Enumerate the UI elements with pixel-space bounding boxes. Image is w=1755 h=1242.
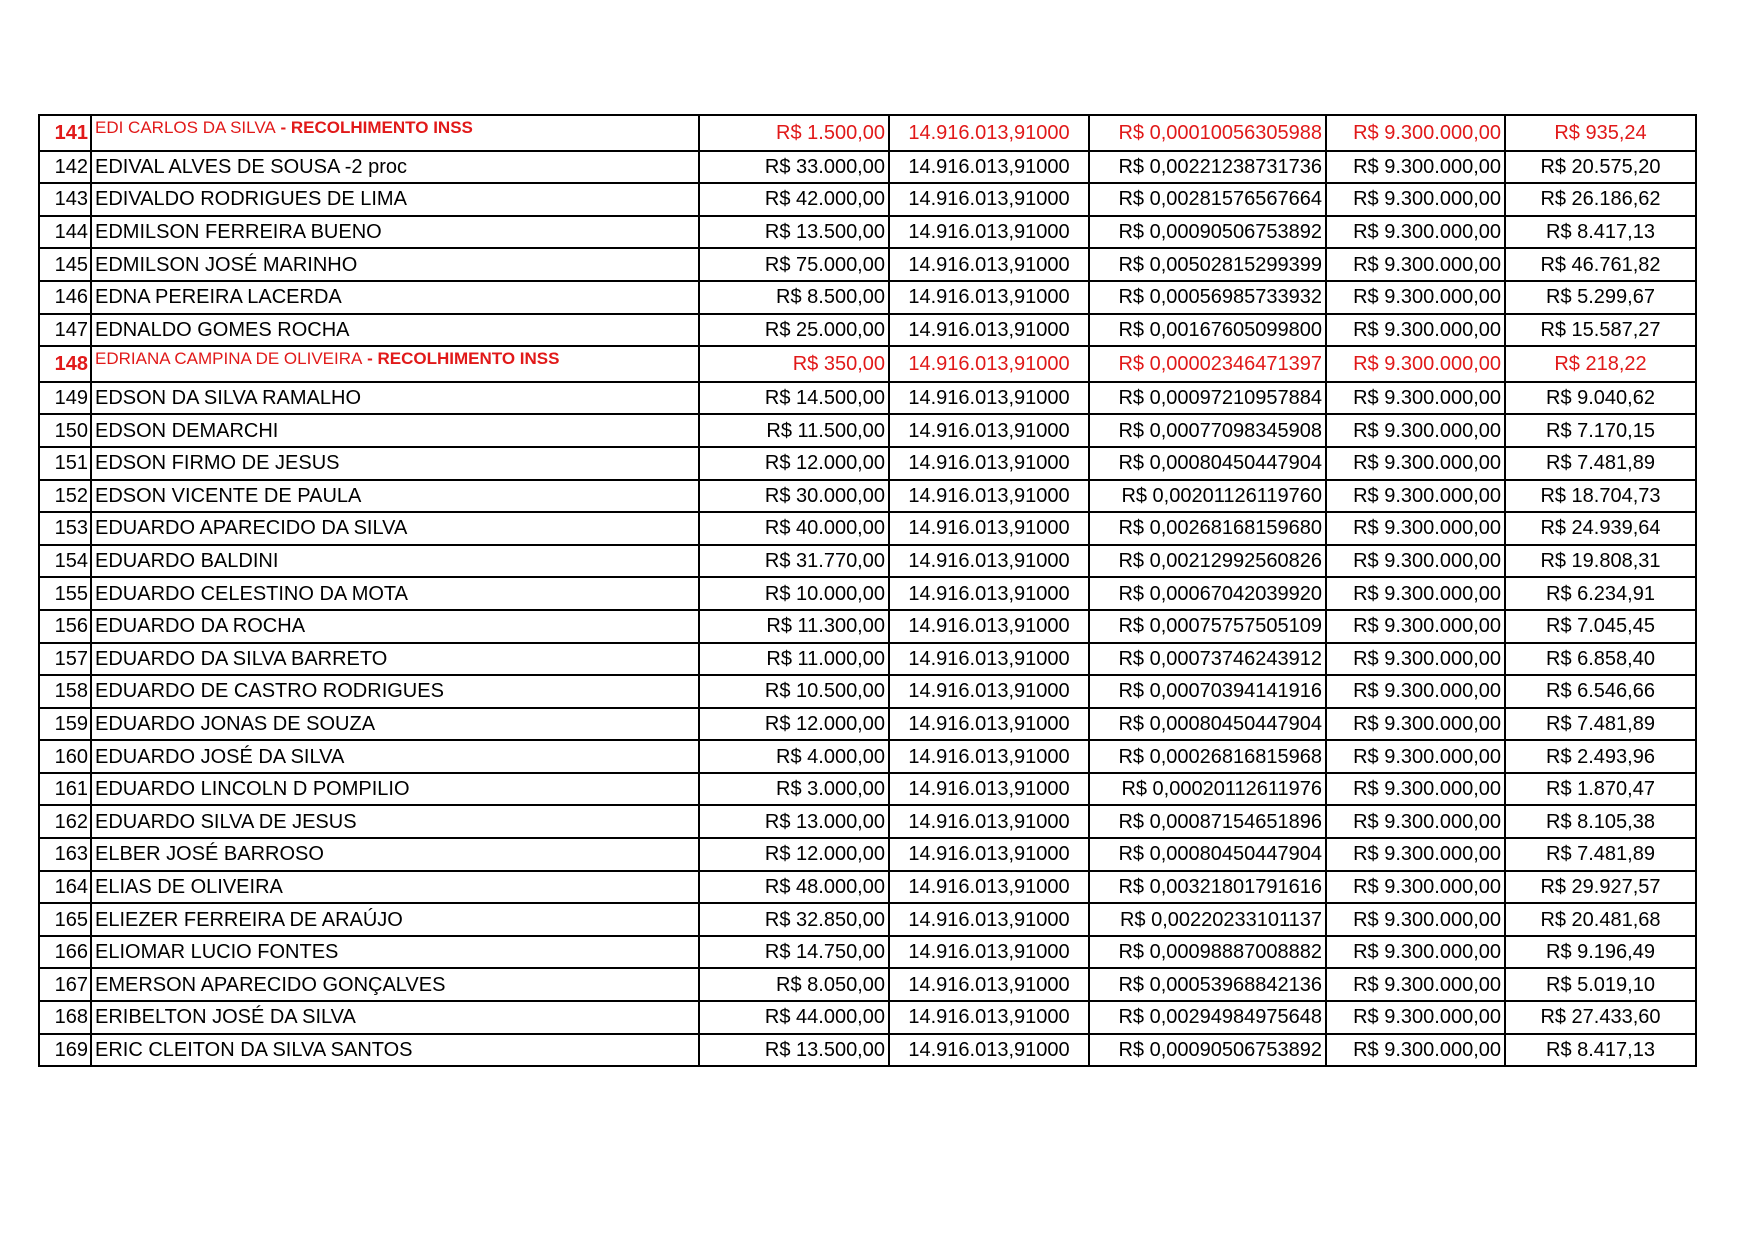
creditor-name: EDNA PEREIRA LACERDA bbox=[95, 286, 342, 309]
creditor-name: EDUARDO DA SILVA BARRETO bbox=[95, 647, 388, 670]
available-total-cell: R$ 9.300.000,00 bbox=[1326, 216, 1505, 249]
creditor-name: EDUARDO DA ROCHA bbox=[95, 615, 306, 638]
credit-value-cell: R$ 14.750,00 bbox=[699, 936, 889, 969]
table-row bbox=[39, 480, 1696, 513]
table-row bbox=[39, 281, 1696, 314]
credit-value-cell: R$ 11.000,00 bbox=[699, 643, 889, 676]
fraction-cell: R$ 0,00067042039920 bbox=[1089, 577, 1326, 610]
table-row bbox=[39, 447, 1696, 480]
credit-value-cell: R$ 11.500,00 bbox=[699, 414, 889, 447]
payment-cell: R$ 6.546,66 bbox=[1505, 675, 1696, 708]
table-row bbox=[39, 414, 1696, 447]
shares-total-cell: 14.916.013,91000 bbox=[889, 216, 1089, 249]
creditor-name-cell bbox=[91, 675, 699, 708]
creditor-name-cell bbox=[91, 115, 699, 151]
available-total-cell: R$ 9.300.000,00 bbox=[1326, 805, 1505, 838]
payment-cell: R$ 27.433,60 bbox=[1505, 1001, 1696, 1034]
credit-value-cell: R$ 48.000,00 bbox=[699, 871, 889, 904]
credit-value-cell: R$ 4.000,00 bbox=[699, 740, 889, 773]
credit-value-cell: R$ 13.500,00 bbox=[699, 216, 889, 249]
creditor-name-cell bbox=[91, 1001, 699, 1034]
creditor-name: EDMILSON JOSÉ MARINHO bbox=[95, 253, 358, 276]
available-total-cell: R$ 9.300.000,00 bbox=[1326, 346, 1505, 382]
fraction-cell: R$ 0,00077098345908 bbox=[1089, 414, 1326, 447]
shares-total-cell: 14.916.013,91000 bbox=[889, 346, 1089, 382]
creditor-name-cell bbox=[91, 216, 699, 249]
payment-cell: R$ 7.045,45 bbox=[1505, 610, 1696, 643]
shares-total-cell: 14.916.013,91000 bbox=[889, 773, 1089, 806]
row-number-cell: 169 bbox=[39, 1034, 91, 1067]
creditor-table-body bbox=[39, 115, 1696, 1066]
fraction-cell: R$ 0,00090506753892 bbox=[1089, 1034, 1326, 1067]
table-row bbox=[39, 545, 1696, 578]
available-total-cell: R$ 9.300.000,00 bbox=[1326, 577, 1505, 610]
fraction-cell: R$ 0,00090506753892 bbox=[1089, 216, 1326, 249]
credit-value-cell: R$ 12.000,00 bbox=[699, 708, 889, 741]
row-number-cell: 155 bbox=[39, 577, 91, 610]
creditor-name-cell bbox=[91, 512, 699, 545]
credit-value-cell: R$ 31.770,00 bbox=[699, 545, 889, 578]
table-row bbox=[39, 1001, 1696, 1034]
shares-total-cell: 14.916.013,91000 bbox=[889, 545, 1089, 578]
fraction-cell: R$ 0,00073746243912 bbox=[1089, 643, 1326, 676]
row-number-cell: 145 bbox=[39, 248, 91, 281]
inss-note: - RECOLHIMENTO INSS bbox=[362, 349, 560, 369]
creditor-name-cell bbox=[91, 936, 699, 969]
creditor-name: ELIEZER FERREIRA DE ARAÚJO bbox=[95, 908, 403, 931]
payment-cell: R$ 15.587,27 bbox=[1505, 314, 1696, 347]
creditor-name-cell bbox=[91, 871, 699, 904]
payment-cell: R$ 5.019,10 bbox=[1505, 968, 1696, 1001]
shares-total-cell: 14.916.013,91000 bbox=[889, 115, 1089, 151]
row-number-cell: 153 bbox=[39, 512, 91, 545]
creditor-name: ERIC CLEITON DA SILVA SANTOS bbox=[95, 1038, 413, 1061]
available-total-cell: R$ 9.300.000,00 bbox=[1326, 545, 1505, 578]
payment-cell: R$ 8.417,13 bbox=[1505, 1034, 1696, 1067]
shares-total-cell: 14.916.013,91000 bbox=[889, 903, 1089, 936]
creditor-name-cell bbox=[91, 382, 699, 415]
row-number-cell: 165 bbox=[39, 903, 91, 936]
creditor-name: EDUARDO SILVA DE JESUS bbox=[95, 810, 357, 833]
table-row bbox=[39, 314, 1696, 347]
table-row bbox=[39, 346, 1696, 382]
row-number-cell: 164 bbox=[39, 871, 91, 904]
table-row bbox=[39, 248, 1696, 281]
creditor-name: EDUARDO BALDINI bbox=[95, 550, 279, 573]
table-row bbox=[39, 1034, 1696, 1067]
table-row bbox=[39, 675, 1696, 708]
available-total-cell: R$ 9.300.000,00 bbox=[1326, 512, 1505, 545]
inss-note: - RECOLHIMENTO INSS bbox=[275, 118, 473, 137]
fraction-cell: R$ 0,00070394141916 bbox=[1089, 675, 1326, 708]
creditor-name-cell bbox=[91, 1034, 699, 1067]
fraction-cell: R$ 0,00502815299399 bbox=[1089, 248, 1326, 281]
row-number-cell: 146 bbox=[39, 281, 91, 314]
available-total-cell: R$ 9.300.000,00 bbox=[1326, 773, 1505, 806]
row-number-cell: 157 bbox=[39, 643, 91, 676]
credit-value-cell: R$ 3.000,00 bbox=[699, 773, 889, 806]
shares-total-cell: 14.916.013,91000 bbox=[889, 414, 1089, 447]
fraction-cell: R$ 0,00220233101137 bbox=[1089, 903, 1326, 936]
creditor-name: ELBER JOSÉ BARROSO bbox=[95, 843, 324, 866]
table-row bbox=[39, 708, 1696, 741]
shares-total-cell: 14.916.013,91000 bbox=[889, 643, 1089, 676]
creditor-name-cell bbox=[91, 740, 699, 773]
available-total-cell: R$ 9.300.000,00 bbox=[1326, 414, 1505, 447]
row-number-cell: 149 bbox=[39, 382, 91, 415]
credit-value-cell: R$ 42.000,00 bbox=[699, 183, 889, 216]
table-row bbox=[39, 643, 1696, 676]
creditor-name: EDUARDO APARECIDO DA SILVA bbox=[95, 517, 408, 540]
shares-total-cell: 14.916.013,91000 bbox=[889, 151, 1089, 184]
row-number-cell: 160 bbox=[39, 740, 91, 773]
creditor-name: EDUARDO LINCOLN D POMPILIO bbox=[95, 778, 410, 801]
available-total-cell: R$ 9.300.000,00 bbox=[1326, 480, 1505, 513]
payment-cell: R$ 5.299,67 bbox=[1505, 281, 1696, 314]
creditor-name-cell bbox=[91, 903, 699, 936]
row-number-cell: 162 bbox=[39, 805, 91, 838]
available-total-cell: R$ 9.300.000,00 bbox=[1326, 871, 1505, 904]
row-number-cell: 152 bbox=[39, 480, 91, 513]
fraction-cell: R$ 0,00080450447904 bbox=[1089, 838, 1326, 871]
payment-cell: R$ 24.939,64 bbox=[1505, 512, 1696, 545]
shares-total-cell: 14.916.013,91000 bbox=[889, 675, 1089, 708]
payment-cell: R$ 7.481,89 bbox=[1505, 838, 1696, 871]
shares-total-cell: 14.916.013,91000 bbox=[889, 314, 1089, 347]
payment-cell: R$ 9.040,62 bbox=[1505, 382, 1696, 415]
row-number-cell: 156 bbox=[39, 610, 91, 643]
table-row bbox=[39, 512, 1696, 545]
creditor-name: EDRIANA CAMPINA DE OLIVEIRA bbox=[95, 349, 363, 369]
table-row bbox=[39, 838, 1696, 871]
shares-total-cell: 14.916.013,91000 bbox=[889, 610, 1089, 643]
credit-value-cell: R$ 30.000,00 bbox=[699, 480, 889, 513]
payment-cell: R$ 19.808,31 bbox=[1505, 545, 1696, 578]
available-total-cell: R$ 9.300.000,00 bbox=[1326, 1034, 1505, 1067]
row-number-cell: 159 bbox=[39, 708, 91, 741]
credit-value-cell: R$ 10.000,00 bbox=[699, 577, 889, 610]
row-number-cell: 143 bbox=[39, 183, 91, 216]
creditor-name-cell bbox=[91, 414, 699, 447]
payment-cell: R$ 9.196,49 bbox=[1505, 936, 1696, 969]
row-number-cell: 148 bbox=[39, 346, 91, 382]
payment-cell: R$ 2.493,96 bbox=[1505, 740, 1696, 773]
row-number-cell: 142 bbox=[39, 151, 91, 184]
creditor-name-cell bbox=[91, 480, 699, 513]
creditor-name-cell bbox=[91, 151, 699, 184]
shares-total-cell: 14.916.013,91000 bbox=[889, 382, 1089, 415]
shares-total-cell: 14.916.013,91000 bbox=[889, 281, 1089, 314]
credit-value-cell: R$ 25.000,00 bbox=[699, 314, 889, 347]
shares-total-cell: 14.916.013,91000 bbox=[889, 248, 1089, 281]
fraction-cell: R$ 0,00080450447904 bbox=[1089, 447, 1326, 480]
credit-value-cell: R$ 11.300,00 bbox=[699, 610, 889, 643]
payment-cell: R$ 8.417,13 bbox=[1505, 216, 1696, 249]
creditor-name: EDSON FIRMO DE JESUS bbox=[95, 452, 340, 475]
row-number-cell: 147 bbox=[39, 314, 91, 347]
available-total-cell: R$ 9.300.000,00 bbox=[1326, 151, 1505, 184]
table-row bbox=[39, 577, 1696, 610]
creditor-name: EDI CARLOS DA SILVA bbox=[95, 118, 276, 137]
shares-total-cell: 14.916.013,91000 bbox=[889, 480, 1089, 513]
creditor-name: ELIAS DE OLIVEIRA bbox=[95, 875, 283, 898]
available-total-cell: R$ 9.300.000,00 bbox=[1326, 115, 1505, 151]
creditor-name: EDUARDO CELESTINO DA MOTA bbox=[95, 582, 409, 605]
creditor-name-cell bbox=[91, 346, 699, 382]
shares-total-cell: 14.916.013,91000 bbox=[889, 805, 1089, 838]
creditor-name: EDIVALDO RODRIGUES DE LIMA bbox=[95, 188, 407, 211]
creditor-name: EDNALDO GOMES ROCHA bbox=[95, 318, 350, 341]
shares-total-cell: 14.916.013,91000 bbox=[889, 183, 1089, 216]
table-row bbox=[39, 773, 1696, 806]
creditor-name-cell bbox=[91, 708, 699, 741]
payment-cell: R$ 1.870,47 bbox=[1505, 773, 1696, 806]
creditor-name-cell bbox=[91, 643, 699, 676]
credit-value-cell: R$ 44.000,00 bbox=[699, 1001, 889, 1034]
creditor-name: ERIBELTON JOSÉ DA SILVA bbox=[95, 1006, 356, 1029]
available-total-cell: R$ 9.300.000,00 bbox=[1326, 382, 1505, 415]
creditor-name-cell bbox=[91, 838, 699, 871]
payment-cell: R$ 218,22 bbox=[1505, 346, 1696, 382]
row-number-cell: 144 bbox=[39, 216, 91, 249]
creditor-name-cell bbox=[91, 610, 699, 643]
creditor-name: EDUARDO JOSÉ DA SILVA bbox=[95, 745, 345, 768]
available-total-cell: R$ 9.300.000,00 bbox=[1326, 838, 1505, 871]
table-row bbox=[39, 871, 1696, 904]
creditor-name: EMERSON APARECIDO GONÇALVES bbox=[95, 973, 446, 996]
fraction-cell: R$ 0,00167605099800 bbox=[1089, 314, 1326, 347]
credit-value-cell: R$ 12.000,00 bbox=[699, 447, 889, 480]
creditor-name-cell bbox=[91, 805, 699, 838]
row-number-cell: 163 bbox=[39, 838, 91, 871]
credit-value-cell: R$ 33.000,00 bbox=[699, 151, 889, 184]
shares-total-cell: 14.916.013,91000 bbox=[889, 838, 1089, 871]
row-number-cell: 151 bbox=[39, 447, 91, 480]
shares-total-cell: 14.916.013,91000 bbox=[889, 936, 1089, 969]
creditor-name: EDSON DEMARCHI bbox=[95, 419, 279, 442]
fraction-cell: R$ 0,00053968842136 bbox=[1089, 968, 1326, 1001]
payment-cell: R$ 6.858,40 bbox=[1505, 643, 1696, 676]
table-row bbox=[39, 151, 1696, 184]
shares-total-cell: 14.916.013,91000 bbox=[889, 740, 1089, 773]
fraction-cell: R$ 0,00056985733932 bbox=[1089, 281, 1326, 314]
available-total-cell: R$ 9.300.000,00 bbox=[1326, 708, 1505, 741]
credit-value-cell: R$ 75.000,00 bbox=[699, 248, 889, 281]
available-total-cell: R$ 9.300.000,00 bbox=[1326, 740, 1505, 773]
creditor-name-cell bbox=[91, 314, 699, 347]
credit-value-cell: R$ 12.000,00 bbox=[699, 838, 889, 871]
creditor-name-cell bbox=[91, 447, 699, 480]
available-total-cell: R$ 9.300.000,00 bbox=[1326, 968, 1505, 1001]
fraction-cell: R$ 0,00087154651896 bbox=[1089, 805, 1326, 838]
fraction-cell: R$ 0,00268168159680 bbox=[1089, 512, 1326, 545]
shares-total-cell: 14.916.013,91000 bbox=[889, 1001, 1089, 1034]
table-row bbox=[39, 903, 1696, 936]
payment-cell: R$ 7.481,89 bbox=[1505, 447, 1696, 480]
available-total-cell: R$ 9.300.000,00 bbox=[1326, 675, 1505, 708]
table-row bbox=[39, 805, 1696, 838]
creditor-name: EDSON DA SILVA RAMALHO bbox=[95, 387, 362, 410]
payment-cell: R$ 29.927,57 bbox=[1505, 871, 1696, 904]
creditor-name-cell bbox=[91, 968, 699, 1001]
payment-cell: R$ 7.170,15 bbox=[1505, 414, 1696, 447]
table-row bbox=[39, 115, 1696, 151]
table-row bbox=[39, 968, 1696, 1001]
fraction-cell: R$ 0,00281576567664 bbox=[1089, 183, 1326, 216]
fraction-cell: R$ 0,00321801791616 bbox=[1089, 871, 1326, 904]
payment-cell: R$ 18.704,73 bbox=[1505, 480, 1696, 513]
fraction-cell: R$ 0,00020112611976 bbox=[1089, 773, 1326, 806]
table-row bbox=[39, 382, 1696, 415]
fraction-cell: R$ 0,00098887008882 bbox=[1089, 936, 1326, 969]
table-row bbox=[39, 216, 1696, 249]
row-number-cell: 167 bbox=[39, 968, 91, 1001]
credit-value-cell: R$ 13.000,00 bbox=[699, 805, 889, 838]
creditor-name-cell bbox=[91, 248, 699, 281]
fraction-cell: R$ 0,00212992560826 bbox=[1089, 545, 1326, 578]
payment-cell: R$ 6.234,91 bbox=[1505, 577, 1696, 610]
table-row bbox=[39, 183, 1696, 216]
payment-cell: R$ 26.186,62 bbox=[1505, 183, 1696, 216]
fraction-cell: R$ 0,00075757505109 bbox=[1089, 610, 1326, 643]
creditor-name-cell bbox=[91, 545, 699, 578]
table-row bbox=[39, 936, 1696, 969]
shares-total-cell: 14.916.013,91000 bbox=[889, 708, 1089, 741]
table-row bbox=[39, 740, 1696, 773]
credit-value-cell: R$ 40.000,00 bbox=[699, 512, 889, 545]
fraction-cell: R$ 0,00026816815968 bbox=[1089, 740, 1326, 773]
credit-value-cell: R$ 14.500,00 bbox=[699, 382, 889, 415]
available-total-cell: R$ 9.300.000,00 bbox=[1326, 248, 1505, 281]
available-total-cell: R$ 9.300.000,00 bbox=[1326, 1001, 1505, 1034]
creditor-name: EDUARDO DE CASTRO RODRIGUES bbox=[95, 680, 444, 703]
payment-cell: R$ 46.761,82 bbox=[1505, 248, 1696, 281]
shares-total-cell: 14.916.013,91000 bbox=[889, 447, 1089, 480]
creditor-name-cell bbox=[91, 281, 699, 314]
creditor-name-cell bbox=[91, 183, 699, 216]
fraction-cell: R$ 0,00010056305988 bbox=[1089, 115, 1326, 151]
available-total-cell: R$ 9.300.000,00 bbox=[1326, 903, 1505, 936]
row-number-cell: 166 bbox=[39, 936, 91, 969]
available-total-cell: R$ 9.300.000,00 bbox=[1326, 610, 1505, 643]
fraction-cell: R$ 0,00097210957884 bbox=[1089, 382, 1326, 415]
payment-cell: R$ 935,24 bbox=[1505, 115, 1696, 151]
payment-cell: R$ 8.105,38 bbox=[1505, 805, 1696, 838]
credit-value-cell: R$ 8.500,00 bbox=[699, 281, 889, 314]
fraction-cell: R$ 0,00080450447904 bbox=[1089, 708, 1326, 741]
fraction-cell: R$ 0,00294984975648 bbox=[1089, 1001, 1326, 1034]
shares-total-cell: 14.916.013,91000 bbox=[889, 871, 1089, 904]
credit-value-cell: R$ 8.050,00 bbox=[699, 968, 889, 1001]
available-total-cell: R$ 9.300.000,00 bbox=[1326, 183, 1505, 216]
row-number-cell: 150 bbox=[39, 414, 91, 447]
available-total-cell: R$ 9.300.000,00 bbox=[1326, 281, 1505, 314]
shares-total-cell: 14.916.013,91000 bbox=[889, 1034, 1089, 1067]
fraction-cell: R$ 0,00002346471397 bbox=[1089, 346, 1326, 382]
creditor-name: ELIOMAR LUCIO FONTES bbox=[95, 941, 339, 964]
available-total-cell: R$ 9.300.000,00 bbox=[1326, 936, 1505, 969]
credit-value-cell: R$ 10.500,00 bbox=[699, 675, 889, 708]
creditor-name-cell bbox=[91, 773, 699, 806]
payment-cell: R$ 20.575,20 bbox=[1505, 151, 1696, 184]
creditor-name: EDSON VICENTE DE PAULA bbox=[95, 484, 362, 507]
creditor-name: EDIVAL ALVES DE SOUSA -2 proc bbox=[95, 155, 407, 178]
payment-cell: R$ 20.481,68 bbox=[1505, 903, 1696, 936]
fraction-cell: R$ 0,00201126119760 bbox=[1089, 480, 1326, 513]
available-total-cell: R$ 9.300.000,00 bbox=[1326, 643, 1505, 676]
credit-value-cell: R$ 32.850,00 bbox=[699, 903, 889, 936]
row-number-cell: 141 bbox=[39, 115, 91, 151]
fraction-cell: R$ 0,00221238731736 bbox=[1089, 151, 1326, 184]
row-number-cell: 168 bbox=[39, 1001, 91, 1034]
row-number-cell: 158 bbox=[39, 675, 91, 708]
row-number-cell: 154 bbox=[39, 545, 91, 578]
shares-total-cell: 14.916.013,91000 bbox=[889, 512, 1089, 545]
table-row bbox=[39, 610, 1696, 643]
credit-value-cell: R$ 350,00 bbox=[699, 346, 889, 382]
creditor-name: EDMILSON FERREIRA BUENO bbox=[95, 221, 382, 244]
creditor-name: EDUARDO JONAS DE SOUZA bbox=[95, 712, 376, 735]
shares-total-cell: 14.916.013,91000 bbox=[889, 577, 1089, 610]
credit-value-cell: R$ 1.500,00 bbox=[699, 115, 889, 151]
payment-cell: R$ 7.481,89 bbox=[1505, 708, 1696, 741]
row-number-cell: 161 bbox=[39, 773, 91, 806]
available-total-cell: R$ 9.300.000,00 bbox=[1326, 314, 1505, 347]
creditor-table bbox=[38, 114, 1697, 1067]
credit-value-cell: R$ 13.500,00 bbox=[699, 1034, 889, 1067]
available-total-cell: R$ 9.300.000,00 bbox=[1326, 447, 1505, 480]
creditor-name-cell bbox=[91, 577, 699, 610]
shares-total-cell: 14.916.013,91000 bbox=[889, 968, 1089, 1001]
